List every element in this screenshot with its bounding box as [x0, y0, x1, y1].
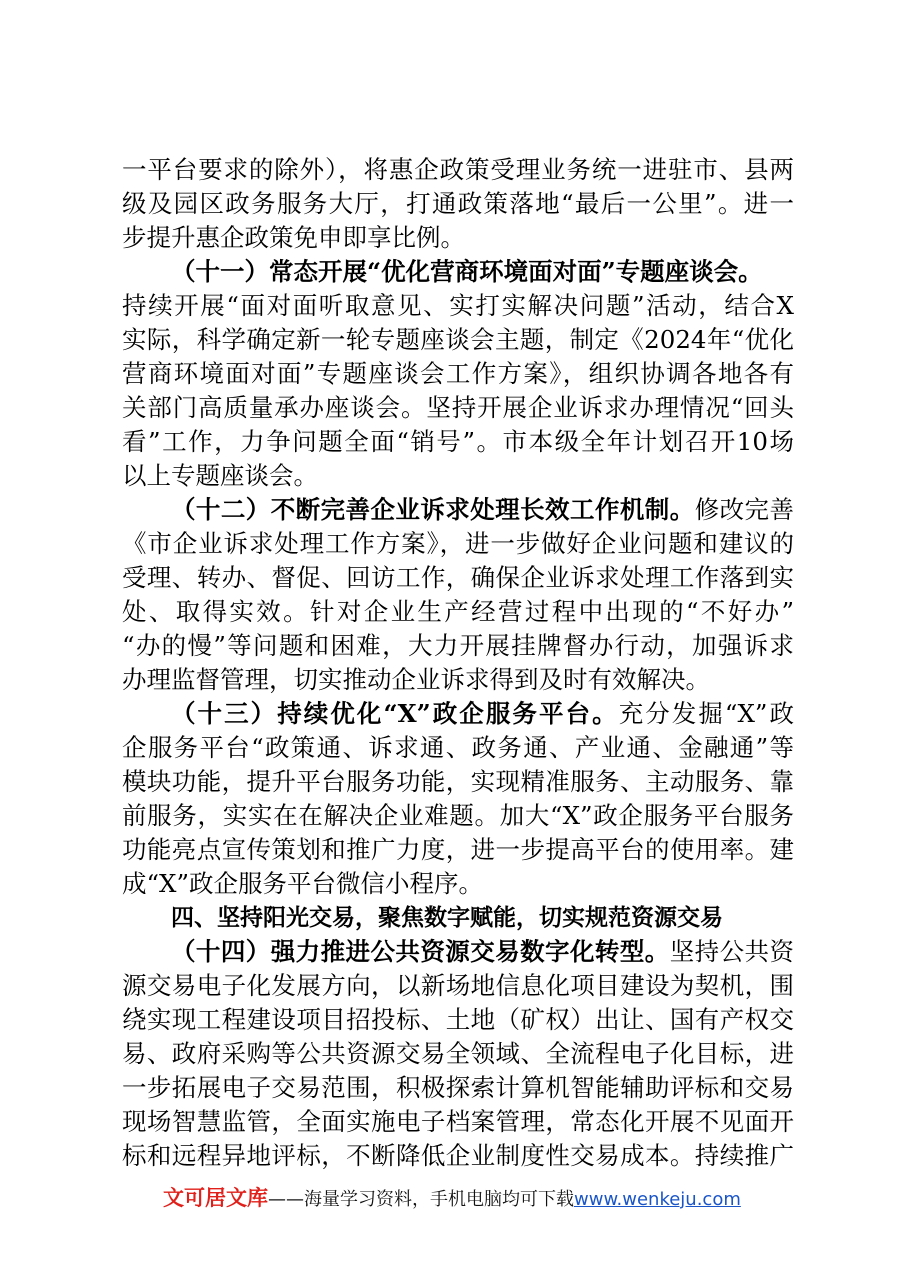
footer-brand: 文可居文库: [163, 1186, 268, 1210]
paragraph-line: 处、取得实效。针对企业生产经营过程中出现的“不好办”: [122, 597, 794, 626]
paragraph-line: 级及园区政务服务大厅，打通政策落地“最后一公里”。进一: [122, 189, 794, 218]
item-12-text: 修改完善: [694, 495, 794, 524]
paragraph-line: 实际，科学确定新一轮专题座谈会主题，制定《2024年“优化: [122, 325, 794, 354]
paragraph-line: 步提升惠企政策免申即享比例。: [122, 223, 465, 252]
item-14-title: （十四）强力推进公共资源交易数字化转型。: [171, 937, 670, 966]
item-12-first-line: [171, 493, 794, 527]
paragraph-line: 关部门高质量承办座谈会。坚持开展企业诉求办理情况“回头: [122, 393, 794, 422]
paragraph-line: 模块功能，提升平台服务功能，实现精准服务、主动服务、靠: [122, 767, 794, 796]
paragraph-line: 《市企业诉求处理工作方案》，进一步做好企业问题和建议的: [122, 529, 794, 558]
paragraph-line: 标和远程异地评标，不断降低企业制度性交易成本。持续推广: [122, 1141, 794, 1170]
paragraph-line: 绕实现工程建设项目招投标、土地（矿权）出让、国有产权交: [122, 1005, 794, 1034]
section-4-heading: 四、坚持阳光交易，聚焦数字赋能，切实规范资源交易: [171, 905, 723, 931]
paragraph-line: 成“X”政企服务平台微信小程序。: [122, 869, 483, 898]
paragraph-line: “办的慢”等问题和困难，大力开展挂牌督办行动，加强诉求: [122, 631, 794, 660]
paragraph-line: 企服务平台“政策通、诉求通、政务通、产业通、金融通”等: [122, 733, 794, 762]
paragraph-line: 一平台要求的除外），将惠企政策受理业务统一进驻市、县两: [122, 155, 794, 184]
paragraph-line: 易、政府采购等公共资源交易全领域、全流程电子化目标，进: [122, 1039, 794, 1068]
paragraph-line: 营商环境面对面”专题座谈会工作方案》，组织协调各地各有: [122, 359, 794, 388]
footer-banner: [163, 1183, 741, 1213]
paragraph-line: 前服务，实实在在解决企业难题。加大“X”政企服务平台服务: [122, 801, 794, 830]
item-13-first-line: [171, 697, 794, 731]
paragraph-line: 功能亮点宣传策划和推广力度，进一步提高平台的使用率。建: [122, 835, 794, 864]
paragraph-line: 持续开展“面对面听取意见、实打实解决问题”活动，结合X: [122, 291, 794, 320]
footer-slogan: ——海量学习资料，手机电脑均可下载: [268, 1189, 574, 1210]
paragraph-line: 源交易电子化发展方向，以新场地信息化项目建设为契机，围: [122, 971, 794, 1000]
footer-url-link[interactable]: www.wenkeju.com: [574, 1189, 741, 1210]
item-14-text: 坚持公共资: [669, 937, 794, 966]
item-12-title: （十二）不断完善企业诉求处理长效工作机制。: [171, 495, 695, 524]
paragraph-line: 看”工作，力争问题全面“销号”。市本级全年计划召开10场: [122, 427, 794, 456]
paragraph-line: 现场智慧监管，全面实施电子档案管理，常态化开展不见面开: [122, 1107, 794, 1136]
paragraph-line: 以上专题座谈会。: [122, 461, 318, 490]
item-13-text: 充分发掘“X”政: [618, 699, 794, 728]
item-11-title: （十一）常态开展“优化营商环境面对面”专题座谈会。: [171, 257, 763, 286]
paragraph-line: 办理监督管理，切实推动企业诉求得到及时有效解决。: [122, 665, 710, 694]
paragraph-line: 一步拓展电子交易范围，积极探索计算机智能辅助评标和交易: [122, 1073, 794, 1102]
item-14-first-line: [171, 935, 794, 969]
paragraph-line: 受理、转办、督促、回访工作，确保企业诉求处理工作落到实: [122, 563, 794, 592]
item-13-title: （十三）持续优化“X”政企服务平台。: [171, 699, 619, 728]
